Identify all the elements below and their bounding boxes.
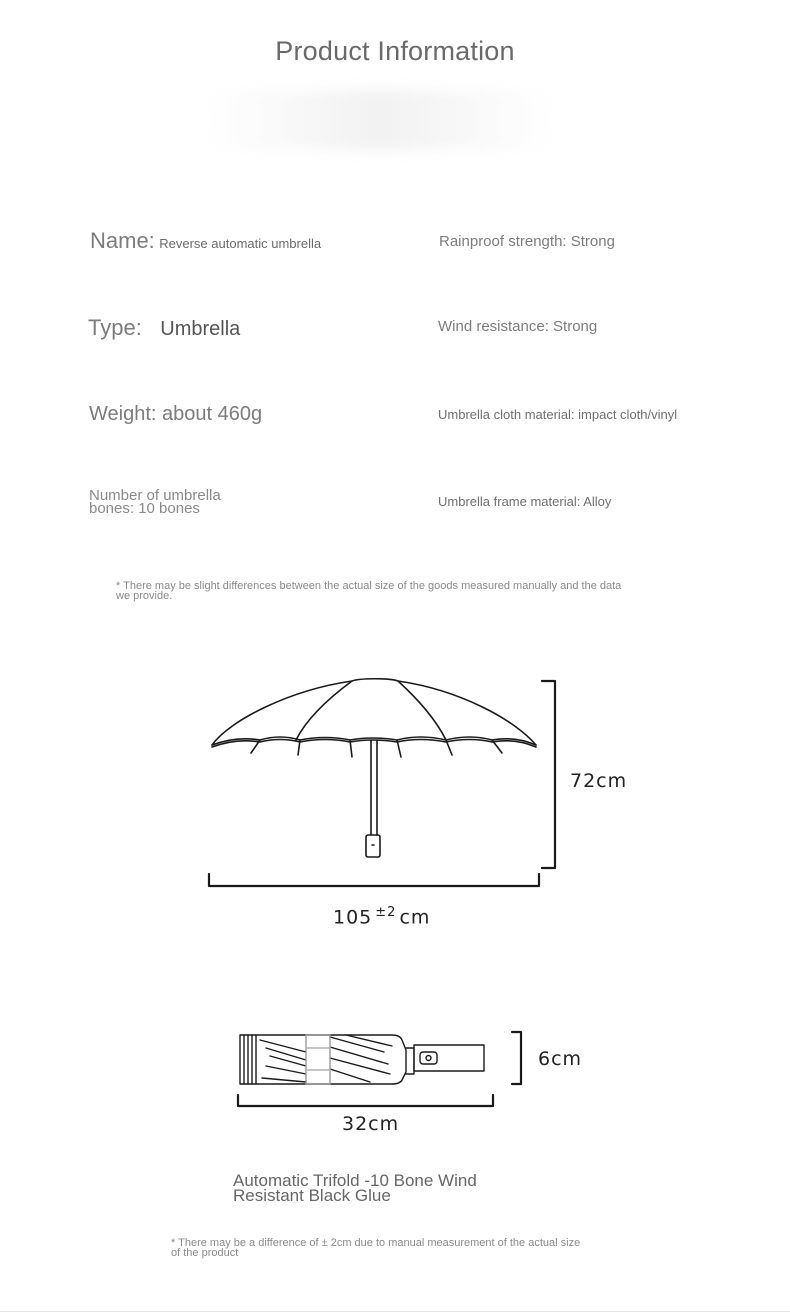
fold-crease-lines — [260, 1040, 306, 1082]
handle-button — [420, 1052, 437, 1064]
spec-cloth: Umbrella cloth material: impact cloth/vinyl — [438, 407, 678, 422]
spec-type-value: Umbrella — [160, 318, 241, 340]
spec-name — [90, 228, 321, 254]
caption-line2: Resistant Black Glue — [233, 1186, 391, 1205]
rib-tip — [446, 740, 452, 755]
fold-crease-lines — [330, 1035, 392, 1082]
umbrella-shaft — [371, 740, 377, 835]
open-width-number: 105 — [333, 906, 373, 929]
spec-bones-line2: bones: 10 bones — [89, 500, 200, 517]
spec-type-label: Type: — [88, 315, 142, 340]
spec-frame: Umbrella frame material: Alloy — [438, 494, 612, 509]
size-difference-note — [116, 581, 621, 601]
canopy-top-outline — [212, 679, 536, 745]
spec-bones — [89, 489, 221, 515]
measure-note-line2: of the product — [171, 1247, 239, 1259]
size-note-line2: we provide. — [116, 590, 173, 602]
folded-handle — [414, 1045, 484, 1071]
width-bracket — [209, 874, 539, 886]
spec-type — [88, 315, 240, 341]
folded-strap — [306, 1035, 330, 1084]
umbrella-handle — [366, 835, 380, 857]
folded-height-bracket — [512, 1032, 521, 1084]
measure-note-line1: * There may be a difference of ± 2cm due to manual measurement of the actual size — [171, 1237, 581, 1249]
folded-collar — [406, 1048, 414, 1074]
bottom-divider — [0, 1311, 790, 1312]
folded-umbrella-diagram — [0, 1020, 790, 1120]
spec-name-label: Name: — [90, 228, 155, 253]
height-bracket — [542, 681, 555, 868]
faded-subtitle-graphic — [205, 90, 555, 150]
size-note-line1: * There may be slight differences between the actual size of the goods measured manually and the data — [116, 580, 622, 592]
rib-tip — [397, 740, 401, 757]
spec-weight: Weight: about 460g — [89, 403, 263, 425]
folded-length-label: 32cm — [342, 1113, 400, 1135]
spec-wind: Wind resistance: Strong — [438, 318, 598, 335]
folded-height-label: 6cm — [538, 1048, 583, 1070]
open-width-label — [333, 905, 430, 928]
product-caption — [233, 1173, 477, 1203]
open-width-tolerance: ±2 — [375, 905, 397, 920]
rib-line — [296, 681, 352, 740]
page-title: Product Information — [275, 36, 515, 66]
spec-name-value: Reverse automatic umbrella — [159, 236, 322, 251]
spec-rainproof: Rainproof strength: Strong — [439, 233, 615, 250]
open-height-label: 72cm — [570, 770, 628, 792]
folded-length-bracket — [238, 1095, 493, 1106]
open-width-unit: cm — [399, 906, 431, 929]
measurement-note — [171, 1238, 580, 1258]
open-umbrella-diagram — [0, 660, 790, 910]
spec-bones-line1: Number of umbrella — [89, 487, 221, 504]
fold-layer-lines — [244, 1035, 252, 1084]
folded-canopy-outline — [240, 1035, 406, 1084]
rib-tip — [350, 740, 352, 757]
caption-line1: Automatic Trifold -10 Bone Wind — [233, 1171, 477, 1190]
